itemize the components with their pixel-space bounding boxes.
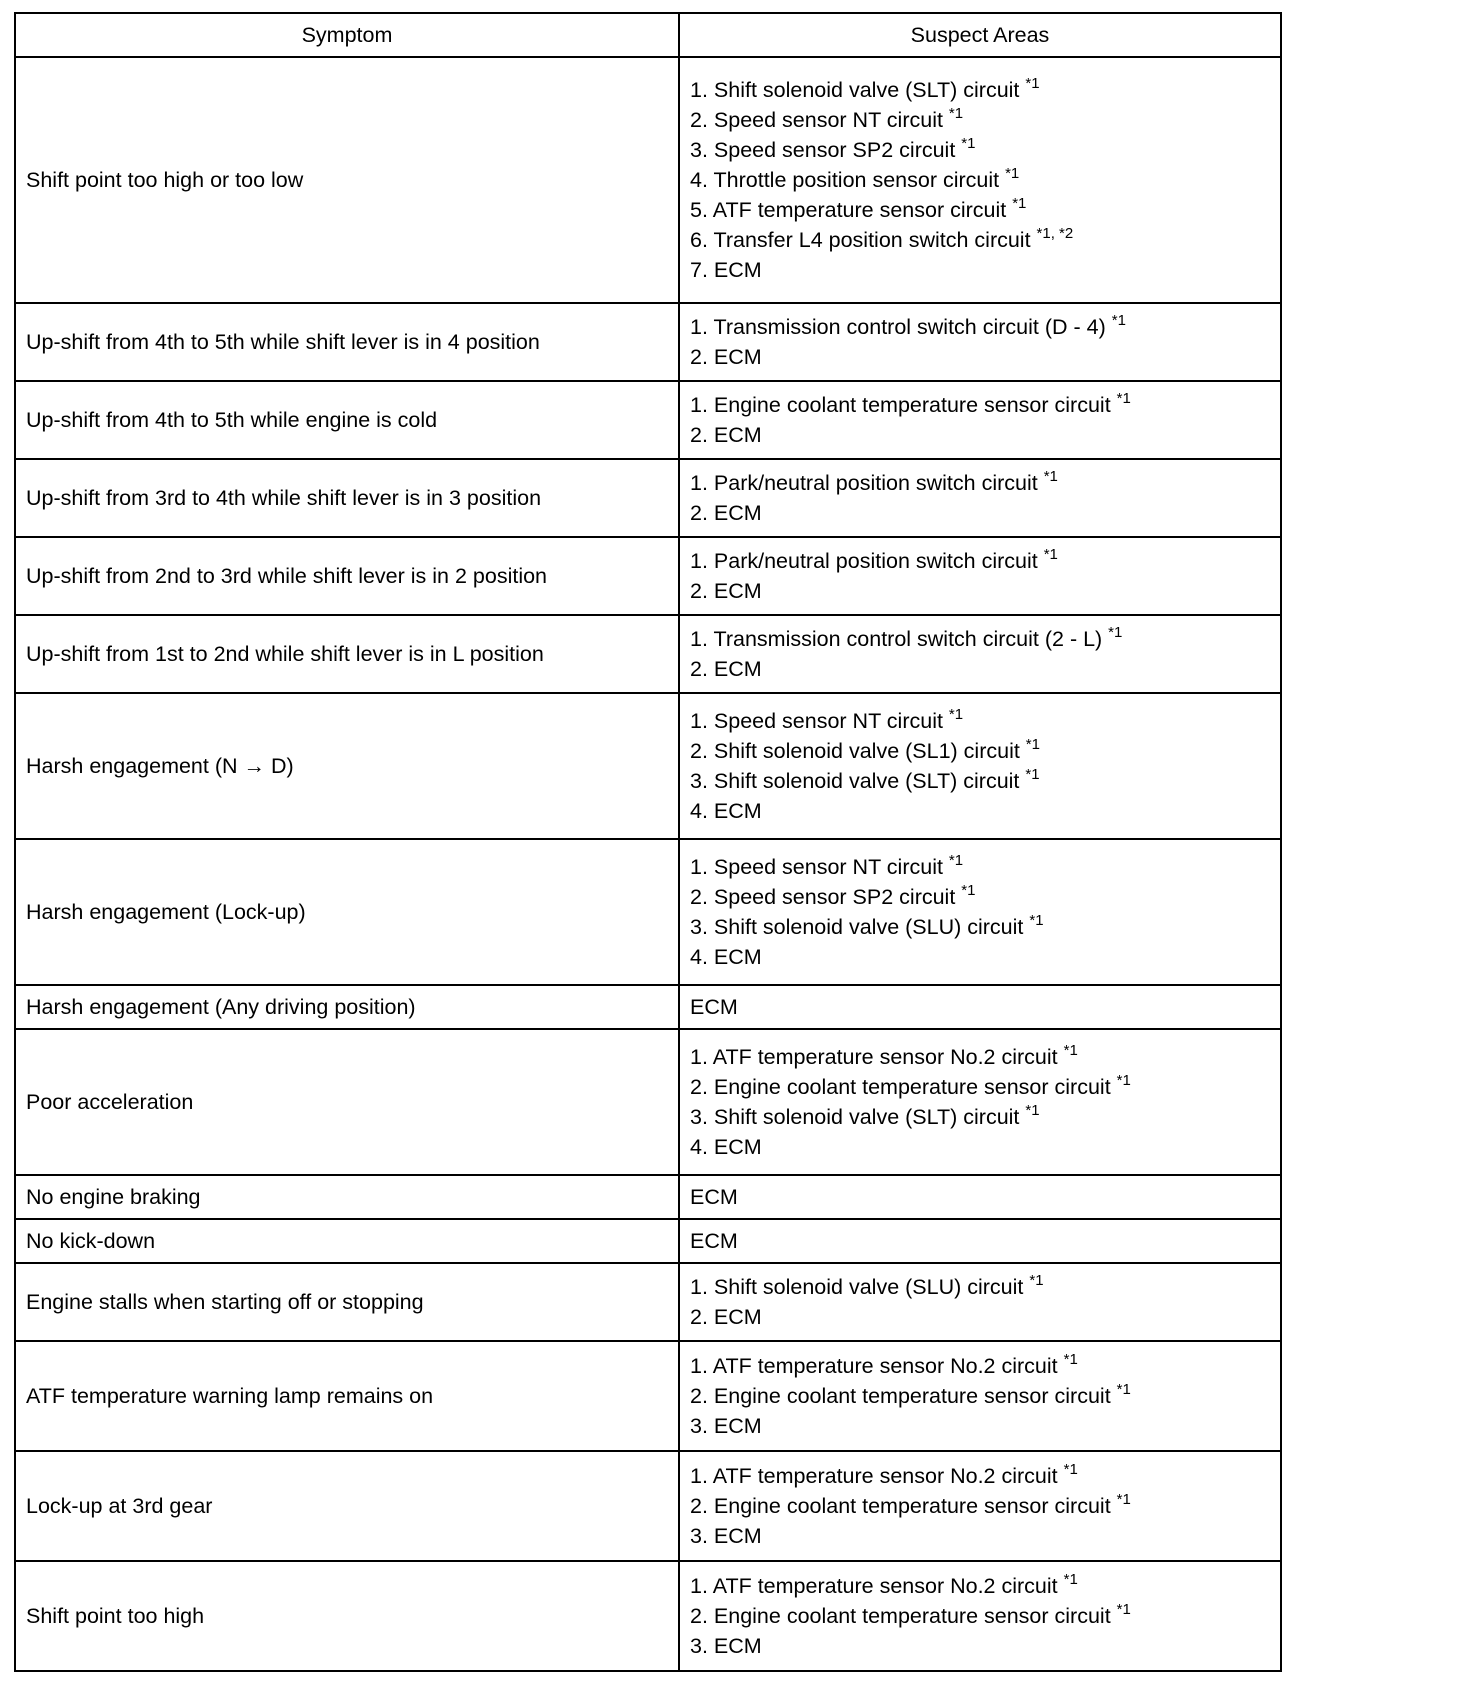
footnote-marker: *1: [1116, 1072, 1131, 1089]
table-row: [15, 839, 1281, 985]
symptom-cell: Up-shift from 1st to 2nd while shift lever is in L position: [15, 615, 679, 693]
suspect-area-item: [690, 165, 1270, 195]
footnote-marker: *1: [1025, 736, 1040, 753]
footnote-marker: *1: [948, 706, 964, 723]
suspect-areas-cell: [679, 537, 1281, 615]
table-row: [15, 1263, 1281, 1341]
suspect-area-item: [690, 1102, 1270, 1132]
suspect-area-item: [690, 1351, 1270, 1381]
footnote-marker: *1: [1116, 1601, 1131, 1618]
suspect-area-text: 3. ECM: [690, 1634, 762, 1658]
suspect-area-text: 7. ECM: [690, 258, 762, 282]
suspect-area-item: [690, 1631, 1270, 1661]
suspect-area-item: [690, 624, 1270, 654]
suspect-areas-cell: [679, 303, 1281, 381]
suspect-area-item: [690, 468, 1270, 498]
symptom-cell: No kick-down: [15, 1219, 679, 1263]
footnote-marker: *1: [1029, 912, 1044, 929]
symptom-cell: Engine stalls when starting off or stopping: [15, 1263, 679, 1341]
footnote-marker: *1: [1043, 468, 1058, 485]
footnote-marker: *1: [1005, 165, 1020, 182]
suspect-areas-column-header: Suspect Areas: [679, 13, 1281, 57]
suspect-area-text: 2. Engine coolant temperature sensor circuit: [690, 1075, 1117, 1099]
suspect-area-text: 2. ECM: [690, 423, 762, 447]
suspect-area-item: [690, 1381, 1270, 1411]
suspect-area-item: [690, 576, 1270, 606]
suspect-area-text: 1. ATF temperature sensor No.2 circuit: [690, 1354, 1064, 1378]
suspect-area-text: 3. Speed sensor SP2 circuit: [690, 138, 962, 162]
suspect-area-item: [690, 852, 1270, 882]
suspect-area-item: [690, 796, 1270, 826]
suspect-area-item: [690, 390, 1270, 420]
suspect-area-text: 4. ECM: [690, 945, 762, 969]
symptom-column-header: Symptom: [15, 13, 679, 57]
suspect-area-item: [690, 135, 1270, 165]
suspect-areas-cell: [679, 839, 1281, 985]
table-row: [15, 1451, 1281, 1561]
suspect-area-text: 1. Park/neutral position switch circuit: [690, 471, 1044, 495]
suspect-area-item: [690, 75, 1270, 105]
suspect-area-item: [690, 706, 1270, 736]
symptom-cell: Poor acceleration: [15, 1029, 679, 1175]
symptom-cell: ATF temperature warning lamp remains on: [15, 1341, 679, 1451]
table-header: [15, 13, 1281, 57]
suspect-area-item: [690, 942, 1270, 972]
suspect-areas-cell: [679, 459, 1281, 537]
suspect-area-text: 2. Speed sensor NT circuit: [690, 108, 949, 132]
suspect-areas-cell: [679, 1219, 1281, 1263]
table-row: [15, 1029, 1281, 1175]
symptom-cell: Up-shift from 4th to 5th while shift lever is in 4 position: [15, 303, 679, 381]
footnote-marker: *1: [1116, 390, 1131, 407]
symptom-cell: Lock-up at 3rd gear: [15, 1451, 679, 1561]
suspect-area-text: 3. Shift solenoid valve (SLT) circuit: [690, 769, 1026, 793]
suspect-area-item: [690, 105, 1270, 135]
footnote-marker: *1: [1111, 312, 1126, 329]
suspect-area-text: 2. ECM: [690, 1305, 762, 1329]
suspect-area-item: [690, 1491, 1270, 1521]
suspect-area-text: 1. Shift solenoid valve (SLT) circuit: [690, 78, 1026, 102]
suspect-area-item: [690, 1521, 1270, 1551]
suspect-areas-cell: [679, 1263, 1281, 1341]
footnote-marker: *1: [1116, 1381, 1131, 1398]
footnote-marker: *1: [1025, 1102, 1040, 1119]
suspect-area-item: [690, 992, 1270, 1022]
suspect-area-item: [690, 342, 1270, 372]
footnote-marker: *1: [948, 852, 964, 869]
footnote-marker: *1: [1012, 195, 1027, 212]
suspect-area-text: ECM: [690, 1185, 738, 1209]
suspect-area-text: 1. ATF temperature sensor No.2 circuit: [690, 1574, 1064, 1598]
suspect-area-item: [690, 736, 1270, 766]
symptom-cell: Shift point too high or too low: [15, 57, 679, 303]
suspect-area-text: 3. ECM: [690, 1414, 762, 1438]
table-row: [15, 615, 1281, 693]
table-row: [15, 1219, 1281, 1263]
suspect-area-text: 3. Shift solenoid valve (SLU) circuit: [690, 915, 1030, 939]
suspect-area-text: 4. ECM: [690, 799, 762, 823]
suspect-area-text: 1. Speed sensor NT circuit: [690, 709, 949, 733]
suspect-area-item: [690, 1571, 1270, 1601]
suspect-areas-cell: [679, 985, 1281, 1029]
suspect-area-text: 2. Engine coolant temperature sensor circuit: [690, 1384, 1117, 1408]
suspect-area-text: 2. ECM: [690, 501, 762, 525]
table-row: [15, 1175, 1281, 1219]
footnote-marker: *1, *2: [1036, 225, 1074, 242]
header-row: [15, 13, 1281, 57]
suspect-areas-cell: [679, 615, 1281, 693]
suspect-area-text: 1. Engine coolant temperature sensor circuit: [690, 393, 1117, 417]
suspect-area-item: [690, 654, 1270, 684]
suspect-area-item: [690, 1461, 1270, 1491]
suspect-area-text: 2. ECM: [690, 657, 762, 681]
suspect-areas-cell: [679, 693, 1281, 839]
footnote-marker: *1: [1063, 1042, 1078, 1059]
suspect-area-text: 2. Shift solenoid valve (SL1) circuit: [690, 739, 1026, 763]
table-row: [15, 1561, 1281, 1671]
table-row: [15, 537, 1281, 615]
suspect-area-item: [690, 312, 1270, 342]
suspect-area-item: [690, 882, 1270, 912]
suspect-area-item: [690, 1411, 1270, 1441]
suspect-area-item: [690, 1601, 1270, 1631]
suspect-areas-cell: [679, 1341, 1281, 1451]
suspect-areas-cell: [679, 381, 1281, 459]
symptom-cell: Up-shift from 2nd to 3rd while shift lever is in 2 position: [15, 537, 679, 615]
table-row: [15, 1341, 1281, 1451]
footnote-marker: *1: [1063, 1461, 1078, 1478]
suspect-area-text: 3. ECM: [690, 1524, 762, 1548]
suspect-areas-cell: [679, 57, 1281, 303]
suspect-area-item: [690, 1226, 1270, 1256]
suspect-area-text: 2. ECM: [690, 345, 762, 369]
suspect-area-item: [690, 1302, 1270, 1332]
suspect-area-text: ECM: [690, 1229, 738, 1253]
footnote-marker: *1: [961, 135, 976, 152]
suspect-area-text: 1. ATF temperature sensor No.2 circuit: [690, 1464, 1064, 1488]
footnote-marker: *1: [1108, 624, 1123, 641]
footnote-marker: *1: [1025, 75, 1040, 92]
table-body: [15, 57, 1281, 1671]
symptom-cell: Harsh engagement (Lock-up): [15, 839, 679, 985]
suspect-area-text: 1. Shift solenoid valve (SLU) circuit: [690, 1275, 1030, 1299]
symptom-cell: No engine braking: [15, 1175, 679, 1219]
suspect-area-item: [690, 912, 1270, 942]
suspect-area-item: [690, 1272, 1270, 1302]
footnote-marker: *1: [1063, 1571, 1078, 1588]
footnote-marker: *1: [1029, 1272, 1044, 1289]
symptom-cell: Up-shift from 4th to 5th while engine is cold: [15, 381, 679, 459]
symptom-cell: Up-shift from 3rd to 4th while shift lever is in 3 position: [15, 459, 679, 537]
suspect-area-item: [690, 546, 1270, 576]
suspect-area-text: 5. ATF temperature sensor circuit: [690, 198, 1013, 222]
suspect-area-item: [690, 225, 1270, 255]
suspect-area-item: [690, 195, 1270, 225]
table-row: [15, 985, 1281, 1029]
suspect-areas-cell: [679, 1029, 1281, 1175]
suspect-area-text: 1. ATF temperature sensor No.2 circuit: [690, 1045, 1064, 1069]
footnote-marker: *1: [1043, 546, 1058, 563]
footnote-marker: *1: [961, 882, 976, 899]
symptom-table: [14, 12, 1282, 1672]
symptom-cell: Harsh engagement (N → D): [15, 693, 679, 839]
suspect-area-item: [690, 255, 1270, 285]
suspect-area-item: [690, 1132, 1270, 1162]
suspect-area-text: 2. Engine coolant temperature sensor circuit: [690, 1494, 1117, 1518]
suspect-area-text: ECM: [690, 995, 738, 1019]
suspect-area-text: 4. Throttle position sensor circuit: [690, 168, 1006, 192]
footnote-marker: *1: [1025, 766, 1040, 783]
suspect-area-text: 1. Speed sensor NT circuit: [690, 855, 949, 879]
suspect-area-text: 3. Shift solenoid valve (SLT) circuit: [690, 1105, 1026, 1129]
suspect-area-text: 2. Engine coolant temperature sensor circuit: [690, 1604, 1117, 1628]
suspect-area-item: [690, 1042, 1270, 1072]
suspect-area-text: 4. ECM: [690, 1135, 762, 1159]
symptom-cell: Harsh engagement (Any driving position): [15, 985, 679, 1029]
suspect-area-text: 2. Speed sensor SP2 circuit: [690, 885, 962, 909]
footnote-marker: *1: [1063, 1351, 1078, 1368]
table-row: [15, 459, 1281, 537]
suspect-area-item: [690, 766, 1270, 796]
table-row: [15, 693, 1281, 839]
suspect-area-text: 1. Park/neutral position switch circuit: [690, 549, 1044, 573]
footnote-marker: *1: [948, 105, 964, 122]
table-row: [15, 381, 1281, 459]
suspect-area-item: [690, 420, 1270, 450]
suspect-areas-cell: [679, 1175, 1281, 1219]
suspect-area-item: [690, 498, 1270, 528]
footnote-marker: *1: [1116, 1491, 1131, 1508]
suspect-area-item: [690, 1072, 1270, 1102]
symptom-cell: Shift point too high: [15, 1561, 679, 1671]
suspect-area-text: 2. ECM: [690, 579, 762, 603]
suspect-area-text: 1. Transmission control switch circuit (2 - L): [690, 627, 1109, 651]
table-row: [15, 57, 1281, 303]
suspect-areas-cell: [679, 1561, 1281, 1671]
suspect-areas-cell: [679, 1451, 1281, 1561]
suspect-area-text: 1. Transmission control switch circuit (D - 4): [690, 315, 1112, 339]
suspect-area-item: [690, 1182, 1270, 1212]
table-row: [15, 303, 1281, 381]
suspect-area-text: 6. Transfer L4 position switch circuit: [690, 228, 1037, 252]
